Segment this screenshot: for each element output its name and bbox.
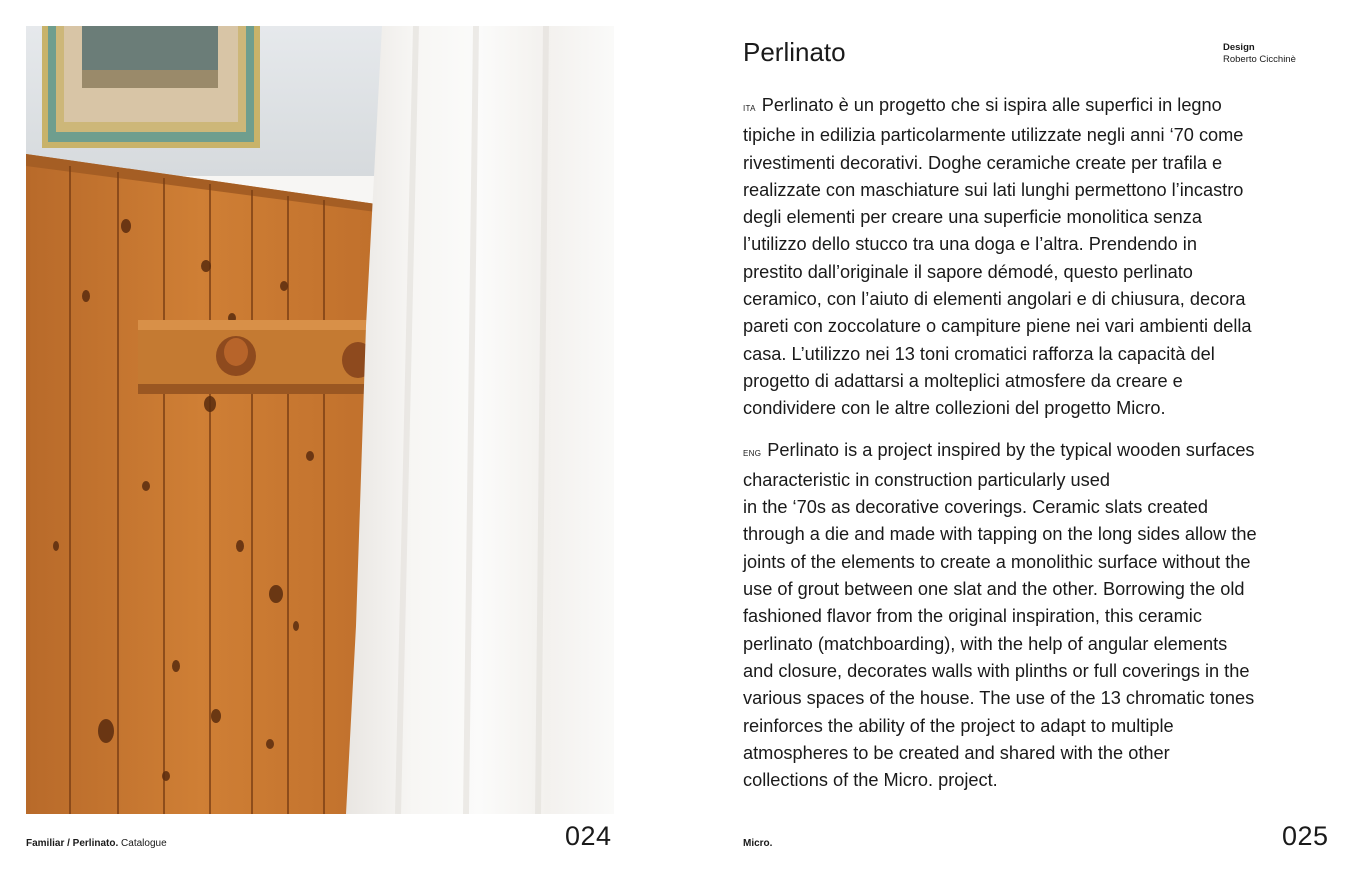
wood-panel [26,154,378,814]
footer-series: Familiar / Perlinato. [26,838,119,849]
language-tag-ita: ITA [743,104,756,113]
design-credit [1223,42,1296,66]
photo [26,26,614,814]
credit-label: Design [1223,42,1255,53]
picture-frame [42,26,260,148]
page-number-left: 024 [565,821,612,851]
paragraph-italian [743,92,1315,423]
footer-doc-type: Catalogue [121,838,167,849]
footer-left [26,838,167,849]
page-number-right: 025 [1282,821,1329,851]
italian-text: Perlinato è un progetto che si ispira alle superfici in legno tipiche in edilizia particolarmente utilizzate negli anni ‘70 come rivestimenti decorativi. Doghe ceramiche create per trafila e realizzate con maschiature sui lati lunghi permettono l’incastro degli elementi per creare una superficie monolitica senza l’utilizzo dello stucco tra una doga e l’altra. Prendendo in prestito dall’originale il sapore démodé, questo perlinato ceramico, con l’aiuto di elementi angolari e di chiusura, decora pareti con zoccolature o campiture piene nei vari ambienti della casa. L’utilizzo nei 13 toni cromatici rafforza la capacità del progetto di adattarsi a molteplici atmosfere da creare e condividere con le altre collezioni del progetto Micro. [743,95,1252,419]
language-tag-eng: ENG [743,448,762,458]
footer-brand: Micro. [743,838,773,849]
credit-name: Roberto Cicchinè [1223,54,1296,65]
english-text: Perlinato is a project inspired by the typical wooden surfaces characteristic in construction particularly used in the ‘70s as decorative coverings. Ceramic slats created through a die and made with tapping on the long sides allow the joints of the elements to create a monolithic surface without the use of grout between one slat and the other. Borrowing the old fashioned flavor from the original inspiration, this ceramic perlinato (matchboarding), with the help of angular elements and closure, decorates walls with plinths or full coverings in the various spaces of the house. The use of the 13 chromatic tones reinforces the ability of the project to adapt to multiple atmospheres to be created and shared with the other collections of the Micro. project. [743,439,1257,791]
text-column [743,92,1315,808]
curtain [346,26,614,814]
page-title: Perlinato [743,37,846,67]
paragraph-english [743,437,1315,795]
